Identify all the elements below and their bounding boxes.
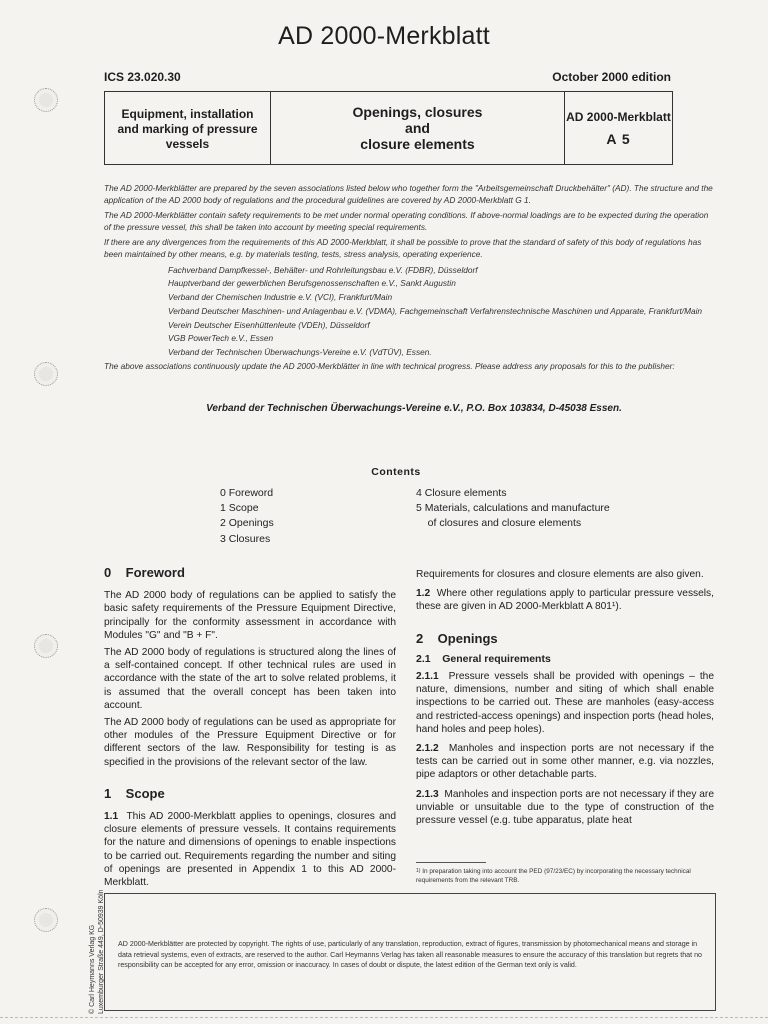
section-heading-foreword: 0 Foreword — [104, 565, 185, 580]
body-paragraph — [416, 670, 714, 736]
clause-number: 2.1.3 — [416, 788, 439, 800]
association-item: Verband der Technischen Überwachungs-Vereine e.V. (VdTÜV), Essen. — [168, 347, 432, 358]
toc-entry: 5 Materials, calculations and manufacture — [416, 502, 610, 515]
section-heading-openings: 2 Openings — [416, 630, 498, 646]
toc-entry: 2 Openings — [220, 517, 274, 530]
association-item: VGB PowerTech e.V., Essen — [168, 333, 274, 344]
intro-paragraph: The AD 2000-Merkblätter are prepared by the seven associations listed below who together form the "Arbeitsgemeinschaft Druckbehälter" (AD). The structure and the application of the AD 2000 body of regulations and the procedural guidelines are covered by AD 2000-Merkblatt G 1. — [104, 183, 713, 205]
toc-entry: 4 Closure elements — [416, 487, 507, 499]
toc-entry: 3 Closures — [220, 532, 271, 545]
intro-paragraph: The above associations continuously update the AD 2000-Merkblätter in line with technical progress. Please address any proposals for this to the publisher: — [104, 361, 675, 372]
clause-text: Pressure vessels shall be provided with openings – the nature, dimensions, number and siting of which shall enable inspections to be carried out. These are manholes (easy-access and restricted-access openings) and inspection ports (head holes, hand holes and peep holes). — [416, 671, 714, 735]
header-subject-line: and — [405, 120, 430, 136]
toc-entry: 1 Scope — [220, 502, 259, 515]
intro-paragraph: If there are any divergences from the requirements of this AD 2000-Merkblatt, it shall be possible to prove that the standard of safety of this body of regulations has been maintained by other means, e.g. by materials testing, tests, stress analysis, operating experience. — [104, 237, 702, 259]
association-item: Verband Deutscher Maschinen- und Anlagenbau e.V. (VDMA), Fachgemeinschaft Verfahrenstechnische Maschinen und Apparate, Frankfurt/Main — [168, 305, 703, 316]
imprint-line: Luxemburger Straße 449, D-50939 Köln — [98, 889, 105, 1014]
body-paragraph: The AD 2000 body of regulations is structured along the lines of a self-contained concept. If other technical rules are used in accordance with the state of the art to solve related problems, it is assumed that the overall concept has been taken into account. — [104, 647, 396, 711]
footnote-mark: 1) — [416, 868, 421, 874]
association-item: Verband der Chemischen Industrie e.V. (VCI), Frankfurt/Main — [168, 292, 393, 303]
document-title: AD 2000-Merkblatt — [278, 22, 490, 50]
body-paragraph — [416, 587, 714, 613]
intro-paragraph: The AD 2000-Merkblätter contain safety requirements to be met under normal operating conditions. If above-normal loadings are to be expected during the operation of the pressure vessel, this shall be taken into account by meeting special requirements. — [104, 210, 709, 232]
clause-number: 2.1.1 — [416, 671, 439, 683]
toc-left — [220, 486, 274, 547]
header-code — [565, 92, 672, 164]
association-list — [104, 265, 714, 359]
association-item: Fachverband Dampfkessel-, Behälter- und Rohrleitungsbau e.V. (FDBR), Düsseldorf — [168, 264, 478, 275]
contents-heading: Contents — [371, 466, 421, 478]
body-paragraph — [104, 810, 396, 889]
clause-number: 1.2 — [416, 588, 431, 600]
edition-date: October 2000 edition — [552, 70, 671, 84]
toc-right — [416, 486, 610, 532]
association-item: Verein Deutscher Eisenhüttenleute (VDEh), Düsseldorf — [168, 319, 370, 330]
section-heading-scope: 1 Scope — [104, 785, 165, 801]
imprint-line: © Carl Heymanns Verlag KG — [89, 924, 96, 1014]
association-item: Hauptverband der gewerblichen Berufsgenossenschaften e.V., Sankt Augustin — [168, 278, 456, 289]
header-code-number: A 5 — [606, 130, 631, 147]
clause-number: 2.1.2 — [416, 743, 439, 755]
header-table — [104, 91, 673, 165]
footnote-text: In preparation taking into account the PED (97/23/EC) by incorporating the necessary technical requirements from the relevant TRB. — [416, 868, 691, 884]
right-column — [416, 568, 714, 831]
body-paragraph: The AD 2000 body of regulations can be used as appropriate for other modules of the Pressure Equipment Directive or for different sectors of the law. Responsibility for testing is as specified in the provisions of the relevant sector of the law. — [104, 717, 396, 768]
header-category-line: vessels — [165, 136, 210, 151]
body-paragraph — [416, 742, 714, 782]
toc-entry: 0 Foreword — [220, 487, 274, 499]
body-paragraph — [416, 788, 714, 828]
header-code-title: AD 2000-Merkblatt — [566, 109, 671, 124]
clause-number: 1.1 — [104, 811, 119, 823]
header-subject-line: closure elements — [360, 136, 475, 152]
toc-entry: of closures and closure elements — [416, 517, 582, 530]
clause-text: Manholes and inspection ports are not necessary if they are unviable or unsuitable due to the type of construction of the pressure vessel (e.g. tube apparatus, plate heat — [416, 788, 714, 827]
header-subject — [271, 92, 565, 164]
footnote-divider — [416, 862, 486, 863]
intro-text — [104, 183, 714, 377]
scan-edge — [0, 1017, 768, 1018]
header-category — [105, 92, 271, 164]
punch-hole — [34, 908, 58, 932]
punch-hole — [34, 88, 58, 112]
body-paragraph: Requirements for closures and closure elements are also given. — [416, 569, 704, 580]
clause-text: Manholes and inspection ports are not necessary if the tests can be carried out in some other manner, e.g. via nozzles, pipe adaptors or other detachable parts. — [416, 743, 714, 781]
header-category-line: Equipment, installation — [121, 106, 254, 121]
left-column — [104, 566, 396, 893]
clause-text: This AD 2000-Merkblatt applies to openings, closures and closure elements of pressure vessels. It contains requirements for the nature and dimensions of openings to enable inspections to be carried out. Requirements regarding the number and siting of openings are presented in Appendix 1 to this AD 2000-Merkblatt. — [104, 811, 396, 889]
header-category-line: and marking of pressure — [117, 121, 258, 136]
footnote — [416, 867, 716, 885]
ics-code: ICS 23.020.30 — [104, 70, 181, 84]
clause-text: Where other regulations apply to particular pressure vessels, these are given in AD 2000-Merkblatt A 801¹). — [416, 588, 714, 613]
copyright-notice: AD 2000-Merkblätter are protected by copyright. The rights of use, particularly of any translation, reproduction, extract of figures, transmission by photomechanical means and storage in data retrieval systems, even of extracts, are reserved to the author. Carl Heymanns Verlag has taken all reasonable measures to ensure the accuracy of this translation but regrets that no responsibility can be accepted for any error, omission or inaccuracy. In cases of doubt or dispute, the latest edition of the German text only is valid. — [118, 940, 702, 969]
subsection-heading: 2.1 General requirements — [416, 652, 551, 665]
body-paragraph: The AD 2000 body of regulations can be applied to satisfy the basic safety requirements of the Pressure Equipment Directive, principally for the conformity assessment in accordance with Modules "G" and "B + F". — [104, 590, 396, 641]
header-subject-line: Openings, closures — [352, 104, 483, 120]
publisher-address: Verband der Technischen Überwachungs-Vereine e.V., P.O. Box 103834, D-45038 Essen. — [206, 403, 622, 414]
punch-hole — [34, 362, 58, 386]
publisher-imprint — [88, 814, 106, 1014]
punch-hole — [34, 634, 58, 658]
